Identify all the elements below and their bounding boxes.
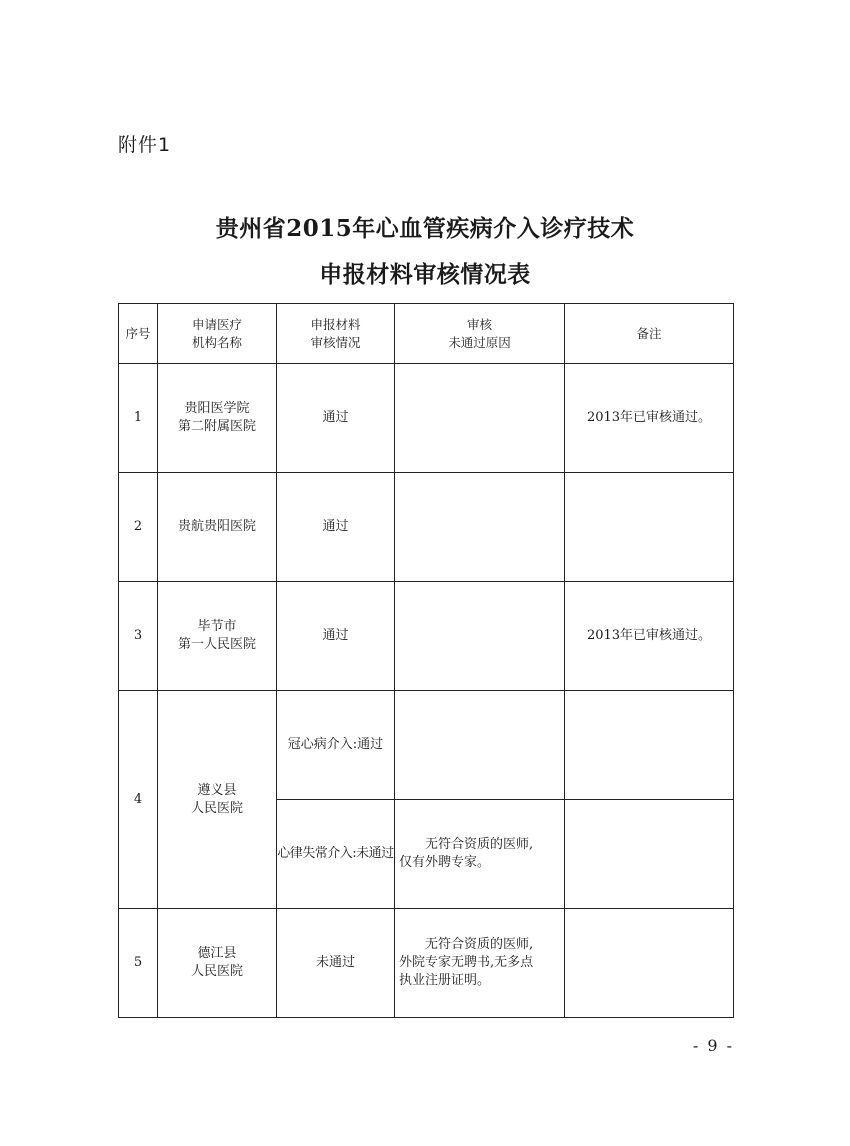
table-header-row	[119, 304, 734, 364]
table-row	[119, 582, 734, 691]
attachment-label: 附件1	[118, 134, 172, 156]
cell-note: 2013年已审核通过。	[565, 582, 734, 691]
cell-seq: 4	[119, 691, 158, 909]
cell-status: 通过	[277, 473, 395, 582]
cell-seq: 2	[119, 473, 158, 582]
cell-status: 心律失常介入:未通过	[277, 800, 395, 909]
document-title-line1: 贵州省2015年心血管疾病介入诊疗技术	[215, 215, 635, 242]
cell-org: 贵阳医学院 第二附属医院	[158, 364, 277, 473]
cell-reason	[395, 364, 565, 473]
table-row	[119, 691, 734, 800]
cell-status: 未通过	[277, 909, 395, 1018]
review-table	[118, 303, 734, 1018]
cell-org: 遵义县 人民医院	[158, 691, 277, 909]
cell-note	[565, 691, 734, 800]
page-number: - 9 -	[692, 1036, 734, 1055]
cell-status: 通过	[277, 582, 395, 691]
table-row	[119, 473, 734, 582]
cell-status: 冠心病介入:通过	[277, 691, 395, 800]
cell-seq: 1	[119, 364, 158, 473]
cell-seq: 3	[119, 582, 158, 691]
header-reason: 审核 未通过原因	[395, 304, 565, 364]
cell-note	[565, 473, 734, 582]
cell-reason: 无符合资质的医师, 仅有外聘专家。	[395, 800, 565, 909]
cell-org: 贵航贵阳医院	[158, 473, 277, 582]
table-row	[119, 909, 734, 1018]
cell-reason: 无符合资质的医师, 外院专家无聘书,无多点 执业注册证明。	[395, 909, 565, 1018]
cell-org: 毕节市 第一人民医院	[158, 582, 277, 691]
cell-reason	[395, 473, 565, 582]
document-title-line2: 申报材料审核情况表	[319, 261, 531, 288]
header-note: 备注	[565, 304, 734, 364]
cell-note: 2013年已审核通过。	[565, 364, 734, 473]
cell-reason	[395, 691, 565, 800]
cell-status: 通过	[277, 364, 395, 473]
header-org: 申请医疗 机构名称	[158, 304, 277, 364]
cell-reason	[395, 582, 565, 691]
cell-seq: 5	[119, 909, 158, 1018]
table-row	[119, 364, 734, 473]
cell-note	[565, 800, 734, 909]
cell-org: 德江县 人民医院	[158, 909, 277, 1018]
cell-note	[565, 909, 734, 1018]
header-status: 申报材料 审核情况	[277, 304, 395, 364]
header-seq: 序号	[119, 304, 158, 364]
